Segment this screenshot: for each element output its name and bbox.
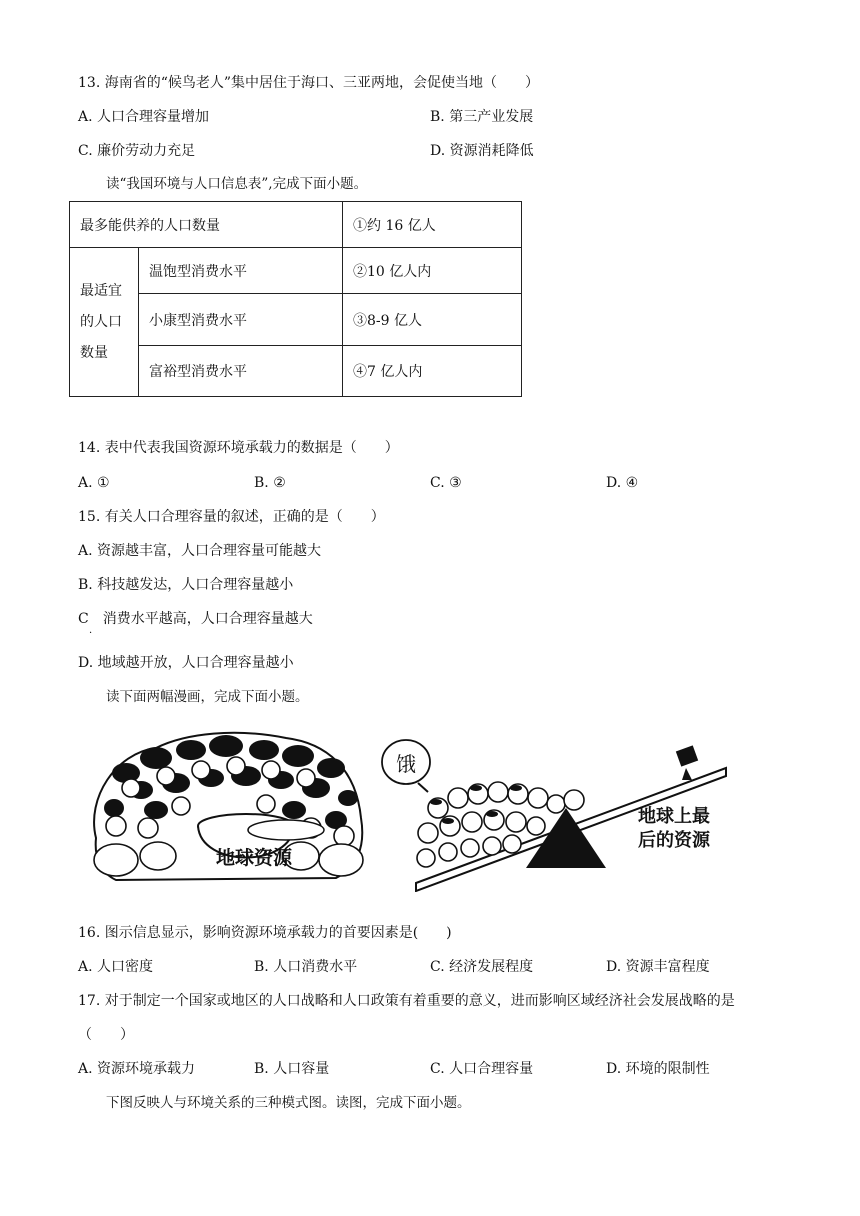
table-row-value: ④7 亿人内 — [343, 346, 522, 397]
q16-option-a: A. 人口密度 — [78, 959, 154, 975]
q14-option-d: D. ④ — [606, 475, 639, 491]
q16-option-c: C. 经济发展程度 — [430, 959, 534, 975]
table-row-label: 小康型消费水平 — [139, 294, 343, 346]
q13-option-d: D. 资源消耗降低 — [430, 143, 534, 159]
q15-stem: 15. 有关人口合理容量的叙述，正确的是（ ） — [78, 509, 385, 525]
q15-option-b: B. 科技越发达，人口合理容量越小 — [78, 577, 294, 593]
cartoon-intro: 读下面两幅漫画，完成下面小题。 — [106, 689, 309, 705]
table-intro: 读“我国环境与人口信息表”,完成下面小题。 — [106, 176, 368, 192]
table-group-label: 最适宜 的人口 数量 — [70, 248, 139, 397]
q16-option-b: B. 人口消费水平 — [254, 959, 358, 975]
q14-option-a: A. ① — [78, 475, 110, 491]
seesaw-cartoon — [376, 728, 732, 892]
q15-option-a: A. 资源越丰富，人口合理容量可能越大 — [78, 543, 322, 559]
q17-stem-cont: （ ） — [78, 1027, 134, 1043]
table-row-label: 富裕型消费水平 — [139, 346, 343, 397]
table-row1-value: ①约 16 亿人 — [343, 202, 522, 248]
table-row-value: ③8-9 亿人 — [343, 294, 522, 346]
q14-option-b: B. ② — [254, 475, 286, 491]
q15-option-c: C 消费水平越高，人口合理容量越大 — [78, 611, 313, 627]
q16-option-d: D. 资源丰富程度 — [606, 959, 710, 975]
q17-option-a: A. 资源环境承载力 — [78, 1061, 196, 1077]
table-row1-label: 最多能供养的人口数量 — [70, 202, 343, 248]
models-intro: 下图反映人与环境关系的三种模式图。读图，完成下面小题。 — [106, 1095, 471, 1111]
q17-option-d: D. 环境的限制性 — [606, 1061, 710, 1077]
cartoon-right-label-line1: 地球上最 — [638, 806, 710, 826]
q14-stem: 14. 表中代表我国资源环境承载力的数据是（ ） — [78, 440, 399, 456]
q13-option-c: C. 廉价劳动力充足 — [78, 143, 196, 159]
hungry-bubble-text: 饿 — [396, 754, 416, 776]
environment-population-table — [69, 201, 522, 397]
q13-option-a: A. 人口合理容量增加 — [78, 109, 210, 125]
q16-stem: 16. 图示信息显示，影响资源环境承载力的首要因素是( ) — [78, 925, 452, 941]
q15-option-d: D. 地域越开放，人口合理容量越小 — [78, 655, 294, 671]
q13-option-b: B. 第三产业发展 — [430, 109, 534, 125]
q14-option-c: C. ③ — [430, 475, 462, 491]
table-row-label: 温饱型消费水平 — [139, 248, 343, 294]
crowd-bowl-cartoon — [86, 728, 371, 890]
q17-option-c: C. 人口合理容量 — [430, 1061, 534, 1077]
option-c-dot: · — [89, 628, 93, 639]
q13-stem: 13. 海南省的“候鸟老人”集中居住于海口、三亚两地，会促使当地（ ） — [78, 75, 540, 91]
q17-option-b: B. 人口容量 — [254, 1061, 330, 1077]
q17-stem: 17. 对于制定一个国家或地区的人口战略和人口政策有着重要的意义，进而影响区域经济社会发展战略的是 — [78, 993, 735, 1009]
cartoon-left-label: 地球资源 — [216, 848, 293, 869]
table-row-value: ②10 亿人内 — [343, 248, 522, 294]
cartoon-right-label-line2: 后的资源 — [638, 830, 710, 850]
